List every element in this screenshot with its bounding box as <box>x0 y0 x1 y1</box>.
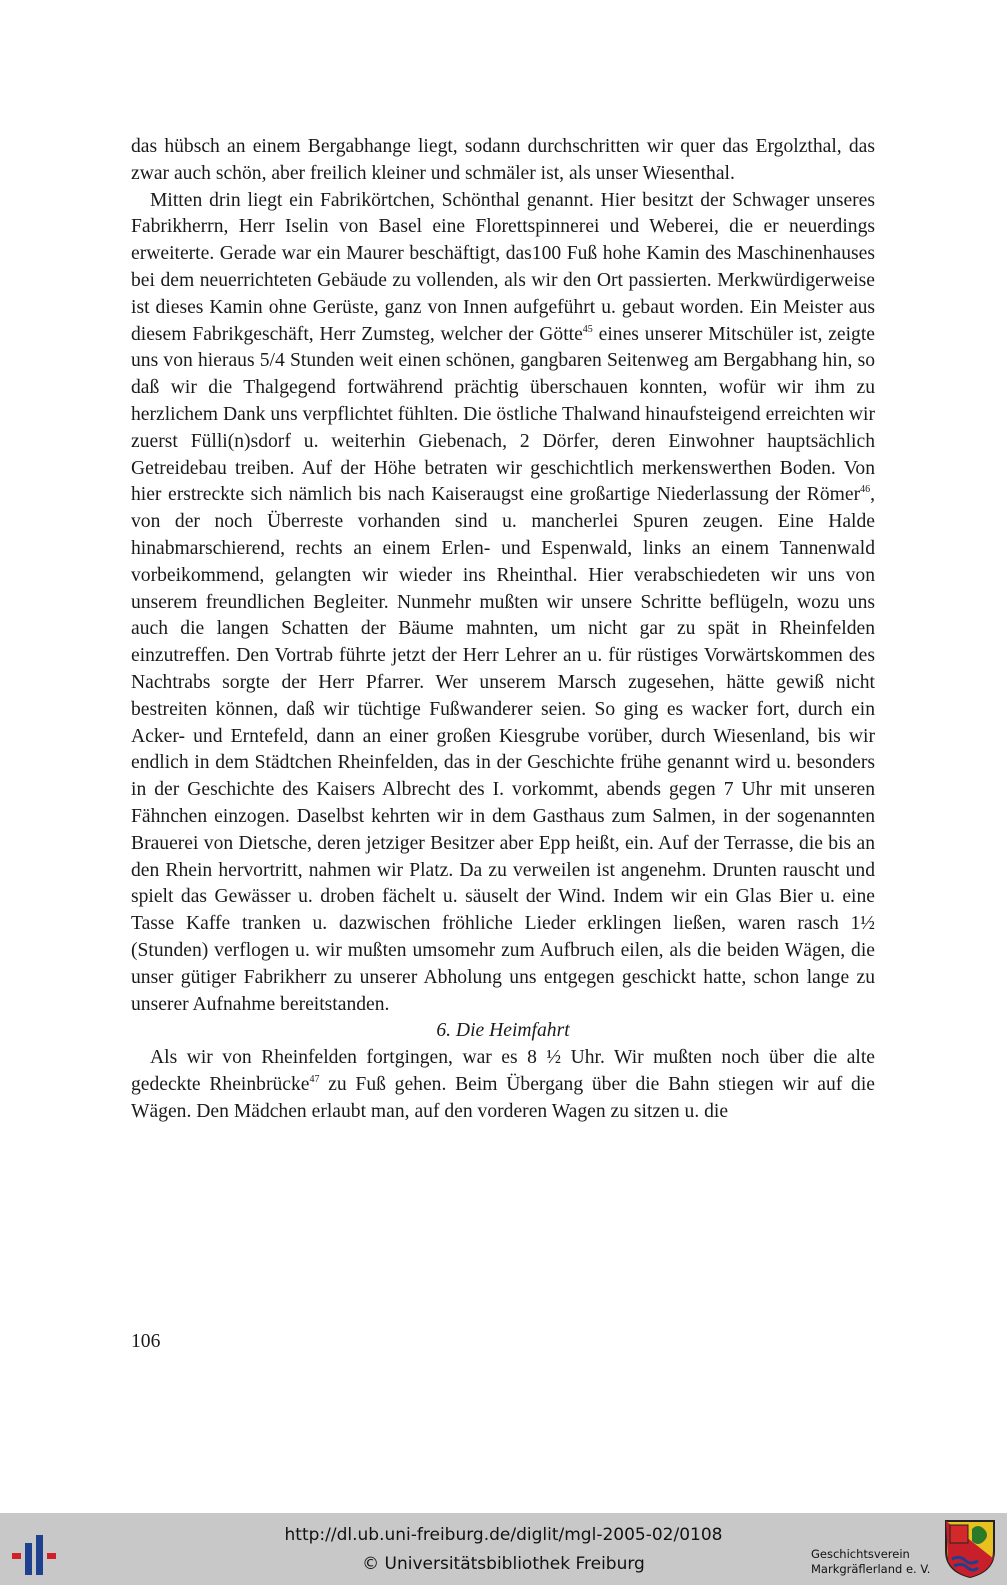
section-heading: 6. Die Heimfahrt <box>436 1020 570 1042</box>
section-paragraph <box>131 1045 875 1125</box>
footer-copyright: © Universitätsbibliothek Freiburg <box>362 1554 645 1574</box>
paragraph-1: das hübsch an einem Bergabhange liegt, sodann durchschritten wir quer das Ergolzthal, das zwar auch schön, aber freilich kleiner und schmäler ist, als unser Wiesenthal. <box>131 136 875 184</box>
footer-url-link[interactable]: http://dl.ub.uni-freiburg.de/diglit/mgl-2005-02/0108 <box>284 1525 723 1545</box>
page-number: 106 <box>131 1331 161 1352</box>
society-line-1: Geschichtsverein <box>811 1547 910 1561</box>
society-name <box>811 1547 930 1577</box>
paragraph-2 <box>131 188 875 1019</box>
footnote-ref-45[interactable]: 45 <box>582 323 593 335</box>
footnote-ref-46[interactable]: 46 <box>860 484 871 496</box>
section-paragraph-part-b: zu Fuß gehen. Beim Übergang über die Bahn stiegen wir auf die Wägen. Den Mädchen erlaubt man, auf den vorderen Wagen zu sitzen u. die <box>131 1073 875 1122</box>
footnote-ref-47[interactable]: 47 <box>309 1073 320 1085</box>
society-line-2: Markgräflerland e. V. <box>811 1562 931 1576</box>
paragraph-2-part-b: eines unserer Mitschüler ist, zeigte uns von hieraus 5/4 Stunden weit einen schönen, gangbaren Seitenweg am Bergabhang hin, so daß wir die Thalgegend fortwährend prächtig überschauen konnten, wofür wir ihm zu herzlichem Dank uns verpflichtet fühlten. Die östliche Thalwand hinaufsteigend erreichten wir zuerst Fülli(n)sdorf u. weiterhin Giebenach, 2 Dörfer, deren Einwohner hauptsächlich Getreidebau treiben. Auf der Höhe betraten wir geschichtlich merkenswerthen Boden. Von hier erstreckte sich nämlich bis nach Kaiseraugst eine großartige Niederlassung der Römer <box>131 323 875 506</box>
page-body <box>131 134 875 1125</box>
section-paragraph-part-a: Als wir von Rheinfelden fortgingen, war es 8 ½ Uhr. Wir mußten noch über die alte gedeckte Rheinbrücke <box>131 1047 875 1095</box>
coat-of-arms-icon <box>944 1519 996 1579</box>
paragraph-2-part-a: Mitten drin liegt ein Fabrikörtchen, Schönthal genannt. Hier besitzt der Schwager unseres Fabrikherrn, Herr Iselin von Basel eine Florettspinnerei und Weberei, die er neuerdings erweiterte. Gerade war ein Maurer beschäftigt, das100 Fuß hohe Kamin des Maschinenhauses bei dem neuerrichteten Gebäude zu vollenden, als wir den Ort passierten. Merkwürdigerweise ist dieses Kamin ohne Gerüste, ganz von Innen aufgeführt u. gebaut worden. Ein Meister aus diesem Fabrikgeschäft, Herr Zumsteg, welcher der Götte <box>131 189 875 345</box>
footer-bar <box>0 1513 1007 1585</box>
paragraph-2-part-c: , von der noch Überreste vorhanden sind u. mancherlei Spuren zeugen. Eine Halde hinabmarschierend, rechts an einem Erlen- und Espenwald, links an einem Tannenwald vorbeikommend, gelangten wir wieder ins Rheinthal. Hier verabschiedeten wir uns von unserem freundlichen Begleiter. Nunmehr mußten wir unsere Schritte beflügeln, wozu uns auch die langen Schatten der Bäume mahnten, um nicht gar zu spät in Rheinfelden einzutreffen. Den Vortrab führte jetzt der Herr Lehrer an u. für rüstiges Vorwärtskommen des Nachtrabs sorgte der Herr Pfarrer. Wer unserem Marsch zugesehen, hätte gewiß nicht bestreiten können, daß wir tüchtige Fußwanderer seien. So ging es wacker fort, durch ein Acker- und Erntefeld, dann an einer großen Kiesgrube vorüber, durch Wiesenland, bis wir endlich in dem Städtchen Rheinfelden, das in der Geschichte frühe genannt wird u. besonders in der Geschichte des Kaisers Albrecht des I. vorkommt, abends gegen 7 Uhr mit unseren Fähnchen einzogen. Daselbst kehrten wir in dem Gasthaus zum Salmen, in der sogenannten Brauerei von Dietsche, deren jetziger Besitzer aber Epp heißt, ein. Auf der Terrasse, die bis an den Rhein hervortritt, nahmen wir Platz. Da zu verweilen ist angenehm. Drunten rauscht und spielt das Gewässer u. droben fächelt u. säuselt der Wind. Indem wir ein Glas Bier u. eine Tasse Kaffe tranken u. dazwischen fröhliche Lieder erklingen ließen, waren rasch 1½ (Stunden) verflogen u. wir mußten umsomehr zum Aufbruch eilen, als die beiden Wägen, die unser gütiger Fabrikherr zu unserer Abholung uns entgegen geschickt hatte, schon lange zu unserer Aufnahme bereitstanden. <box>131 484 875 1015</box>
